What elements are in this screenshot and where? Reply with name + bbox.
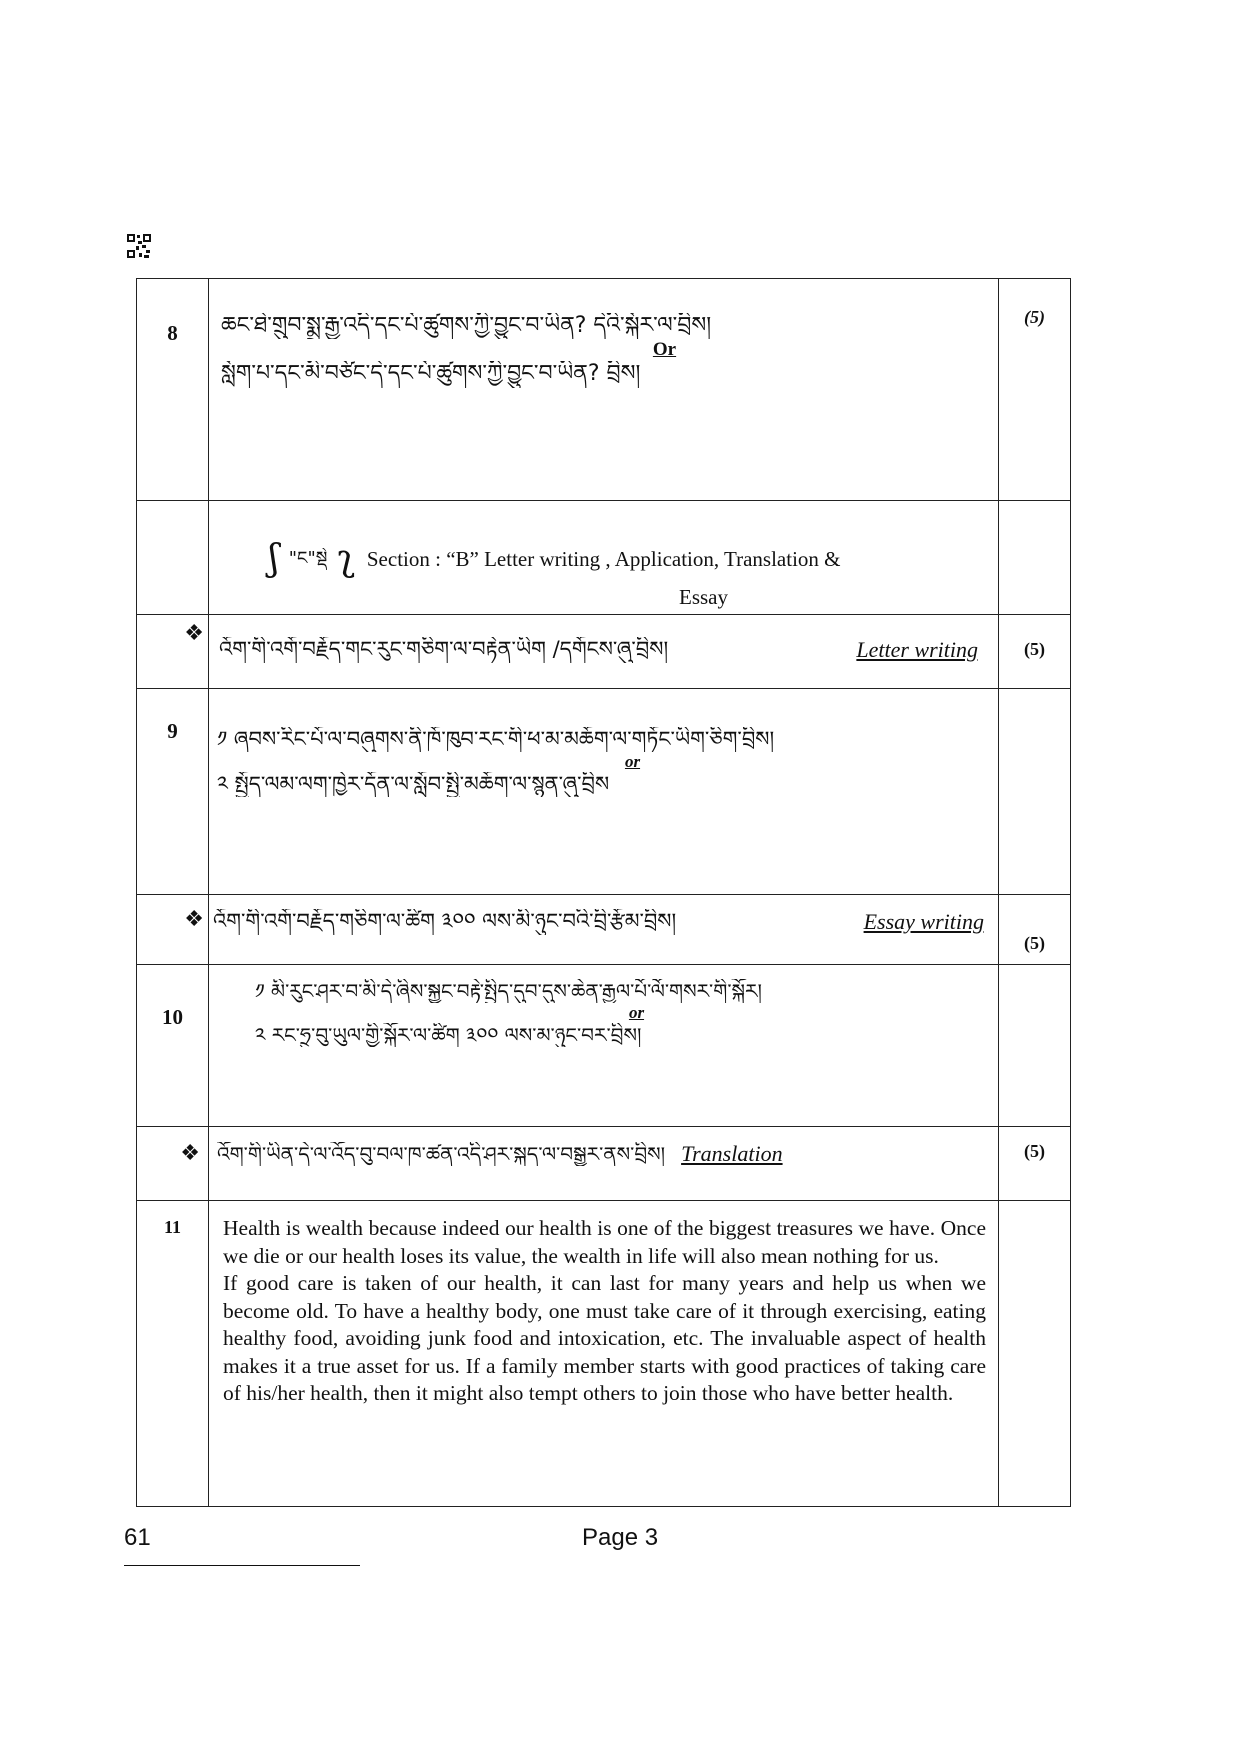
question-10-option-1: ༡ མི་རུང་ཤར་བ་མི་དེ་ཞིས་སྐྱུང་བརྟེ་སྤྱིད་དུབ་དུས་ཆེན་རྒྱལ་པོ་ལོ་གསར་གི་སྐོར། (255, 979, 762, 1003)
section-title: Section : “B” Letter writing , Application, Translation & (366, 546, 841, 571)
question-number: 9 (137, 689, 209, 895)
paper-code: 61 (124, 1524, 151, 1551)
section-b-row (137, 501, 1071, 615)
page-number: Page 3 (582, 1524, 659, 1551)
question-8-line-1: ཆང་ཐེ་གྲུབ་སྨྲ་རྒྱ་འདི་དང་པོ་ཚུགས་ཀྱི་བྱུང་བ་ཡིན? དེའི་སྐོར་ལ་བྲིས། (221, 313, 712, 338)
diamond-bullet-icon: ❖ (137, 615, 209, 689)
question-11-row (137, 1201, 1071, 1507)
translation-label: Translation (681, 1141, 783, 1166)
footer-divider (124, 1565, 360, 1566)
question-number: 10 (137, 965, 209, 1127)
marks: (5) (999, 1127, 1071, 1201)
diamond-bullet-icon: ❖ (137, 895, 209, 965)
passage-paragraph-1: Health is wealth because indeed our health is one of the biggest treasures we have. Once we die or our health loses its value, the wealth in life will also mean nothing for us. (223, 1216, 986, 1268)
question-9-option-2: ༢ སྤྱོད་ལམ་ལག་ཁྱེར་དོན་ལ་སློབ་སྤྱི་མཆོག་ལ་སྙན་ཞུ་བྲིས (217, 772, 610, 797)
or-separator: or (624, 752, 641, 772)
letter-writing-instruction: འོག་གི་འགོ་བརྗོད་གང་རུང་གཅིག་ལ་བརྟེན་ཡིག /དགོངས་ཞུ་བྲིས། (219, 637, 669, 662)
left-bracket-icon: ʃ (269, 538, 279, 579)
question-10-option-2: ༢ རང་ཧྲུ་བུ་ཡུལ་གྱི་སྐོར་ལ་ཚིག ༣༠༠ ལས་མ་ཉུང་བར་བྲིས། (255, 1023, 642, 1047)
section-title-continued: Essay (679, 585, 728, 609)
question-10-row (137, 965, 1071, 1127)
question-9-option-1: ༡ ཞབས་རིང་པོ་ལ་བཞུགས་ནི་ཁོ་ཁུབ་རང་གི་ཕ་མ་མཆོག་ལ་གཏོང་ཡིག་ཅིག་བྲིས། (217, 727, 775, 751)
right-bracket-icon: ʅ (337, 538, 355, 579)
question-table (136, 278, 1071, 1507)
question-8-row (137, 279, 1071, 501)
or-separator: Or (652, 339, 677, 361)
essay-writing-label: Essay writing (863, 909, 984, 934)
letter-writing-header-row (137, 615, 1071, 689)
passage-paragraph-2: If good care is taken of our health, it can last for many years and help us when we become old. To have a healthy body, one must take care of it through exercising, eating healthy food, avoiding junk food and intoxication, etc. The invaluable aspect of health makes it a true asset for us. If a family member starts with good practices of taking care of his/her health, then it might also tempt others to join those who have better health. (223, 1271, 986, 1405)
essay-writing-instruction: འོག་གི་འགོ་བརྗོད་གཅིག་ལ་ཚིག ༣༠༠ ལས་མི་ཉུང་བའི་བྲི་རྩོམ་བྲིས། (213, 909, 677, 934)
marks: (5) (999, 279, 1071, 501)
question-8-line-2: སློག་པ་དང་མི་བཙོང་དེ་དང་པོ་ཚུགས་ཀྱི་བྱུང་བ་ཡིན? བྲིས། (221, 361, 641, 387)
question-9-row (137, 689, 1071, 895)
diamond-bullet-icon: ❖ (137, 1127, 209, 1201)
section-tibetan-label: "ང"སྡེ (288, 548, 328, 570)
translation-instruction: འོག་གི་ཡིན་དེ་ལ་འོད་བུ་བལ་ཁ་ཚན་འདི་ཤར་སྐད་ལ་བསྒྱུར་ནས་བྲིས། (217, 1142, 666, 1166)
or-separator: or (628, 1003, 645, 1022)
translation-passage (209, 1201, 999, 1507)
question-number: 8 (137, 279, 209, 501)
translation-header-row (137, 1127, 1071, 1201)
qr-code-icon (126, 233, 152, 259)
essay-writing-header-row (137, 895, 1071, 965)
letter-writing-label: Letter writing (856, 637, 978, 662)
question-number: 11 (137, 1201, 209, 1507)
marks: (5) (999, 895, 1071, 965)
marks: (5) (999, 615, 1071, 689)
